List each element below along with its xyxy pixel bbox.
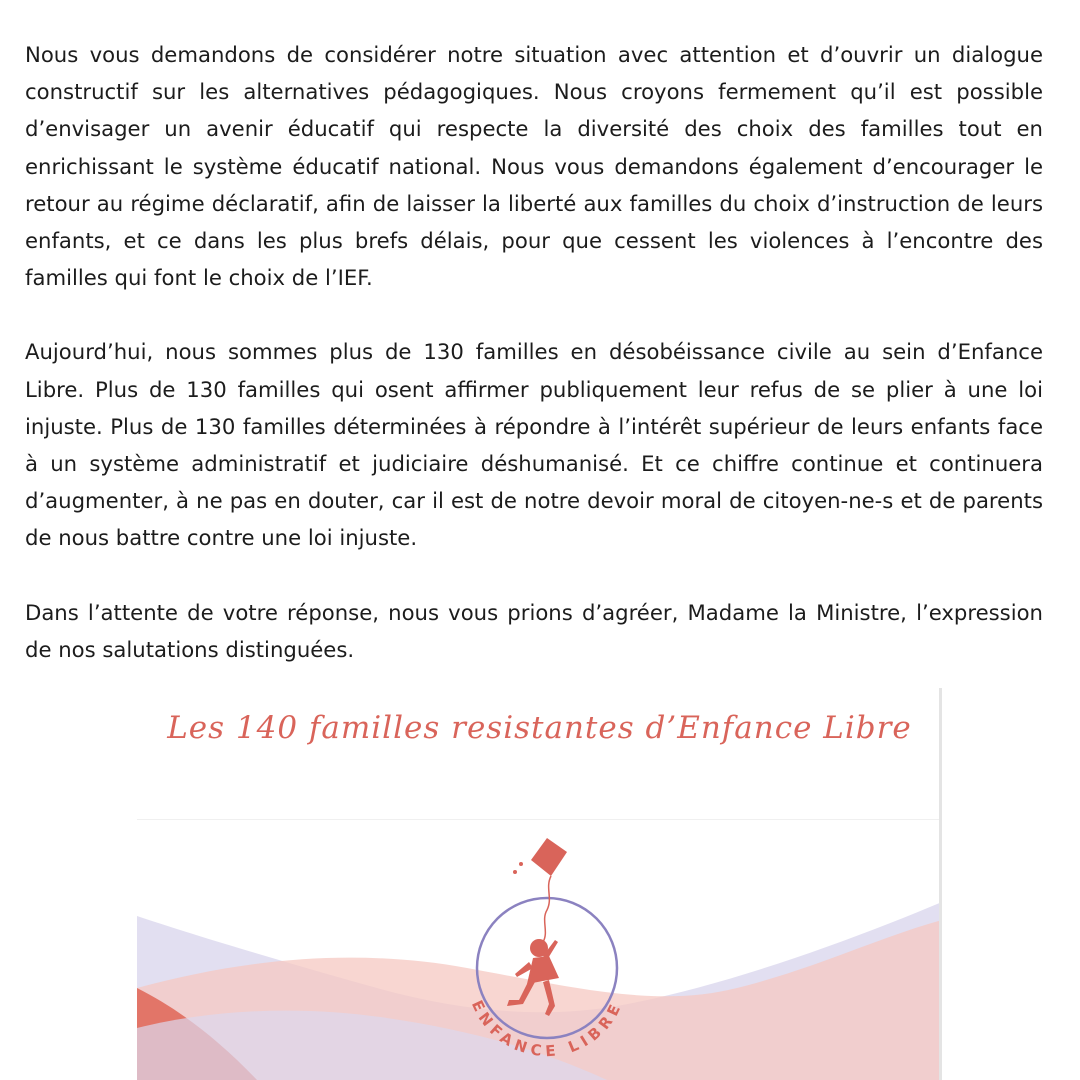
enfance-libre-logo (457, 828, 637, 1058)
svg-text:ENFANCE LIBRE (468, 997, 626, 1058)
paragraph-request: Nous vous demandons de considérer notre situation avec attention et d’ouvrir un dialogue constructif sur les alternatives pédagogiques. Nous croyons fermement qu’il est possible d’envisager un avenir éducatif qui respecte la diversité des choix des familles tout en enrichissant le système éducatif national. Nous vous demandons également d’encourager le retour au régime déclaratif, afin de laisser la liberté aux familles du choix d’instruction de leurs enfants, et ce dans les plus brefs délais, pour que cessent les violences à l’encontre des familles qui font le choix de l’IEF. (25, 42, 1043, 291)
signature-text: Les 140 familles resistantes d’Enfance Libre (167, 710, 912, 746)
child-with-kite-icon (507, 939, 559, 1016)
kite-icon (513, 838, 567, 942)
signature-banner (137, 688, 942, 1080)
letter-body (25, 36, 1043, 668)
paragraph-closing: Dans l’attente de votre réponse, nous vous prions d’agréer, Madame la Ministre, l’expression de nos salutations distinguées. (25, 599, 1043, 662)
logo-text: ENFANCE LIBRE (467, 997, 627, 1058)
banner-divider (137, 819, 942, 820)
paragraph-families: Aujourd’hui, nous sommes plus de 130 familles en désobéissance civile au sein d’Enfance Libre. Plus de 130 familles qui osent affirmer publiquement leur refus de se plier à une loi injuste. Plus de 130 familles déterminées à répondre à l’intérêt supérieur de leurs enfants face à un système administratif et judiciaire déshumanisé. Et ce chiffre continue et continuera d’augmenter, à ne pas en douter, car il est de notre devoir moral de citoyen-ne-s et de parents de nous battre contre une loi injuste. (25, 339, 1043, 551)
banner-edge (939, 688, 942, 1080)
